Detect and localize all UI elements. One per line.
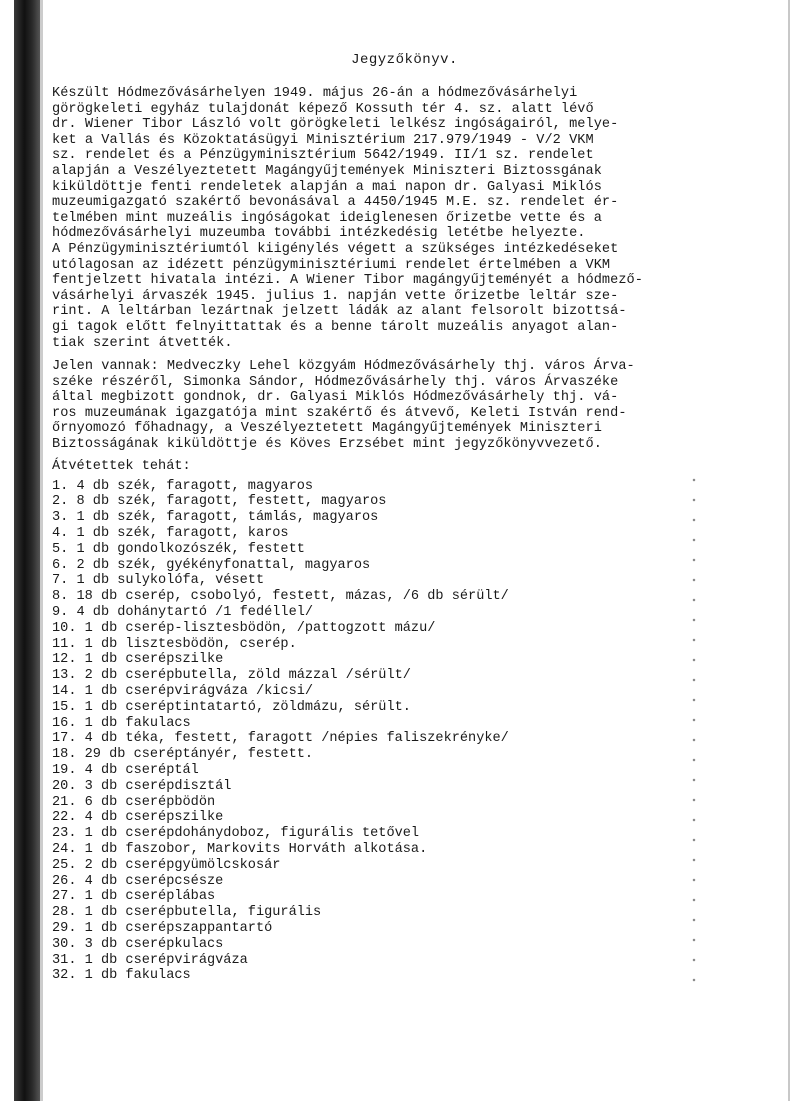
scan-binding-shadow: [14, 0, 40, 1101]
list-item: 18. 29 db cseréptányér, festett.: [52, 747, 314, 763]
text-line: Készült Hódmezővásárhelyen 1949. május 26-án a hódmezővásárhelyi: [52, 86, 578, 101]
inventory-list: [52, 479, 757, 985]
intro-paragraph: [52, 86, 757, 351]
scan-edge-line: [40, 0, 43, 1101]
text-line: Biztosságának kiküldöttje és Köves Erzsébet mint jegyzőkönyvvezető.: [52, 437, 602, 453]
list-item: 15. 1 db cseréptintatartó, zöldmázu, sérült.: [52, 699, 411, 715]
list-item: 1. 4 db szék, faragott, magyaros: [52, 478, 314, 494]
list-item: 4. 1 db szék, faragott, karos: [52, 526, 289, 542]
text-line: görögkeleti egyház tulajdonát képező Kossuth tér 4. sz. alatt lévő: [52, 101, 594, 117]
list-item: 20. 3 db cserépdisztál: [52, 778, 232, 794]
text-line: Jelen vannak: Medveczky Lehel közgyám Hódmezővásárhely thj. város Árva-: [52, 359, 635, 375]
list-item: 24. 1 db faszobor, Markovits Horváth alkotása.: [52, 841, 428, 857]
list-item: 22. 4 db cserépszilke: [52, 810, 224, 826]
text-line: fentjelzett hivatala intézi. A Wiener Tibor magángyűjteményét a hódmező-: [52, 273, 643, 289]
document-title: Jegyzőkönyv.: [351, 52, 458, 68]
list-item: 25. 2 db cserépgyümölcskosár: [52, 857, 281, 873]
text-line: utólagosan az idézett pénzügyminisztériumi rendelet értelmében a VKM: [52, 257, 611, 273]
list-item: 9. 4 db dohánytartó /1 fedéllel/: [52, 605, 314, 621]
list-item: 12. 1 db cserépszilke: [52, 652, 224, 668]
list-item: 27. 1 db cseréplábas: [52, 889, 216, 905]
list-item: 6. 2 db szék, gyékényfonattal, magyaros: [52, 557, 371, 573]
list-item: 11. 1 db lisztesbödön, cserép.: [52, 636, 297, 652]
text-line: hódmezővásárhelyi muzeumba további intézkedésig letétbe helyezte.: [52, 226, 586, 242]
list-heading: Átvétettek tehát:: [52, 458, 191, 474]
text-line: gi tagok előtt felnyittattak és a benne tárolt muzeális anyagot alan-: [52, 319, 619, 335]
text-line: ket a Vallás és Közoktatásügyi Minisztérium 217.979/1949 - V/2 VKM: [52, 132, 594, 148]
text-line: dr. Wiener Tibor László volt görögkeleti lelkész ingóságairól, melye-: [52, 117, 619, 133]
text-line: sz. rendelet és a Pénzügyminisztérium 5642/1949. II/1 sz. rendelet: [52, 148, 594, 164]
text-line: ros muzeumának igazgatója mint szakértő és átvevő, Keleti István rend-: [52, 405, 627, 421]
list-item: 32. 1 db fakulacs: [52, 968, 191, 984]
list-item: 26. 4 db cserépcsésze: [52, 873, 224, 889]
attendees-paragraph: [52, 359, 757, 453]
list-item: 2. 8 db szék, faragott, festett, magyaros: [52, 494, 387, 510]
list-item: 3. 1 db szék, faragott, támlás, magyaros: [52, 510, 379, 526]
text-line: széke részéről, Simonka Sándor, Hódmezővásárhely thj. város Árvaszéke: [52, 374, 619, 390]
list-item: 8. 18 db cserép, csobolyó, festett, mázas, /6 db sérült/: [52, 589, 509, 605]
document-page: [52, 52, 757, 984]
list-item: 28. 1 db cserépbutella, figurális: [52, 905, 322, 921]
text-line: által megbizott gondnok, dr. Galyasi Miklós Hódmezővásárhely thj. vá-: [52, 390, 619, 406]
text-line: A Pénzügyminisztériumtól kiigénylés végett a szükséges intézkedéseket: [52, 241, 619, 257]
text-line: vásárhelyi árvaszék 1945. julius 1. napján vette őrizetbe leltár sze-: [52, 288, 619, 304]
page-right-edge: [788, 0, 790, 1101]
list-item: 10. 1 db cserép-lisztesbödön, /pattogzott mázu/: [52, 620, 436, 636]
list-item: 5. 1 db gondolkozószék, festett: [52, 541, 305, 557]
text-line: alapján a Veszélyeztetett Magángyűjtemények Miniszteri Biztossgának: [52, 163, 602, 179]
list-item: 31. 1 db cserépvirágváza: [52, 952, 248, 968]
list-item: 30. 3 db cserépkulacs: [52, 936, 224, 952]
text-line: rint. A leltárban lezártnak jelzett ládák az alant felsorolt bizottsá-: [52, 304, 627, 320]
list-item: 14. 1 db cserépvirágváza /kicsi/: [52, 684, 314, 700]
text-line: kiküldöttje fenti rendeletek alapján a mai napon dr. Galyasi Miklós: [52, 179, 602, 195]
list-item: 13. 2 db cserépbutella, zöld mázzal /sérült/: [52, 668, 411, 684]
text-line: tiak szerint átvették.: [52, 335, 233, 351]
list-item: 29. 1 db cserépszappantartó: [52, 920, 273, 936]
list-item: 23. 1 db cserépdohánydoboz, figurális tetővel: [52, 826, 420, 842]
list-item: 17. 4 db téka, festett, faragott /népies faliszekrényke/: [52, 731, 509, 747]
list-item: 19. 4 db cseréptál: [52, 763, 199, 778]
list-item: 21. 6 db cserépbödön: [52, 794, 216, 810]
list-item: 7. 1 db sulykolófa, vésett: [52, 573, 265, 589]
text-line: őrnyomozó főhadnagy, a Veszélyeztetett Magángyűjtemények Miniszteri: [52, 421, 602, 437]
text-line: telmében mint muzeális ingóságokat ideiglenesen őrizetbe vette és a: [52, 210, 602, 226]
list-item: 16. 1 db fakulacs: [52, 715, 191, 731]
text-line: muzeumigazgató szakértő bevonásával a 4450/1945 M.E. sz. rendelet ér-: [52, 195, 619, 211]
